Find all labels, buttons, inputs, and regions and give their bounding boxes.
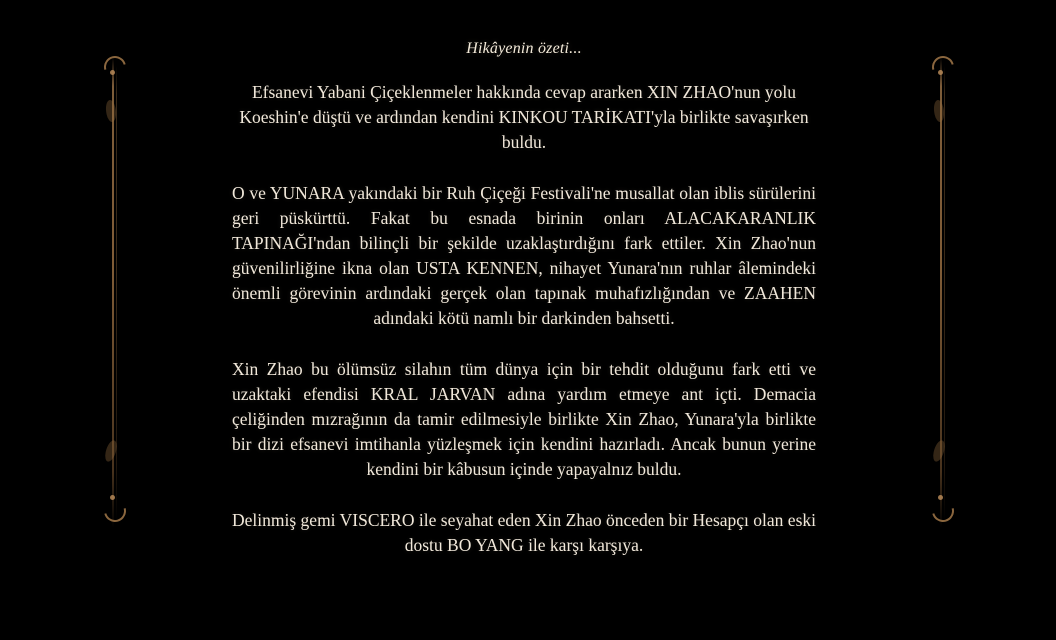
ornament-curl-top-icon — [100, 52, 130, 82]
ornament-knob-top — [938, 70, 943, 75]
ornament-knob-top — [110, 70, 115, 75]
story-paragraph-2: O ve YUNARA yakındaki bir Ruh Çiçeği Festivali'ne musallat olan iblis sürülerini geri püskürttü. Fakat bu esnada birinin onları ALACAKARANLIK TAPINAĞI'ndan bilinçli bir şekilde uzaklaştırdığını fark ettiler. Xin Zhao'nun güvenilirliğine ikna olan USTA KENNEN, nihayet Yunara'nın ruhlar âlemindeki önemli görevinin ardındaki gerçek olan tapınak muhafızlığından ve ZAAHEN adındaki kötü namlı bir darkinden bahsetti. — [232, 183, 816, 328]
story-paragraph-3: Xin Zhao bu ölümsüz silahın tüm dünya için bir tehdit olduğunu fark etti ve uzaktaki efendisi KRAL JARVAN adına yardım etmeye ant içti. Demacia çeliğinden mızrağının da tamir edilmesiyle birlikte Xin Zhao, Yunara'yla birlikte bir dizi efsanevi imtihanla yüzleşmek için kendini hazırladı. Ancak bunun yerine kendini bir kâbusun içinde yapayalnız buldu. — [232, 359, 816, 479]
story-paragraph-1: Efsanevi Yabani Çiçeklenmeler hakkında cevap ararken XIN ZHAO'nun yolu Koeshin'e düştü ve ardından kendini KINKOU TARİKATI'yla birlikte savaşırken buldu. — [239, 82, 809, 152]
ornament-knob-bottom — [110, 495, 115, 500]
story-paragraph-4: Delinmiş gemi VISCERO ile seyahat eden Xin Zhao önceden bir Hesapçı olan eski dostu BO YANG ile karşı karşıya. — [232, 510, 816, 555]
ornament-curl-bottom-icon — [100, 496, 130, 526]
ornament-rail-left — [100, 40, 126, 540]
ornament-leaf-top — [104, 99, 118, 123]
story-text-block — [232, 40, 816, 558]
ornament-curl-top-icon — [928, 52, 958, 82]
ornament-knob-bottom — [938, 495, 943, 500]
ornament-leaf-bottom — [104, 439, 118, 463]
story-heading: Hikâyenin özeti... — [466, 40, 582, 57]
ornament-leaf-top — [932, 99, 946, 123]
ornament-stem — [940, 58, 942, 528]
ornament-stem-thin — [944, 66, 945, 521]
ornament-stem-thin — [116, 66, 117, 521]
ornament-leaf-bottom — [932, 439, 946, 463]
ornament-stem — [112, 58, 114, 528]
ornament-rail-right — [928, 40, 954, 540]
ornament-curl-bottom-icon — [928, 496, 958, 526]
